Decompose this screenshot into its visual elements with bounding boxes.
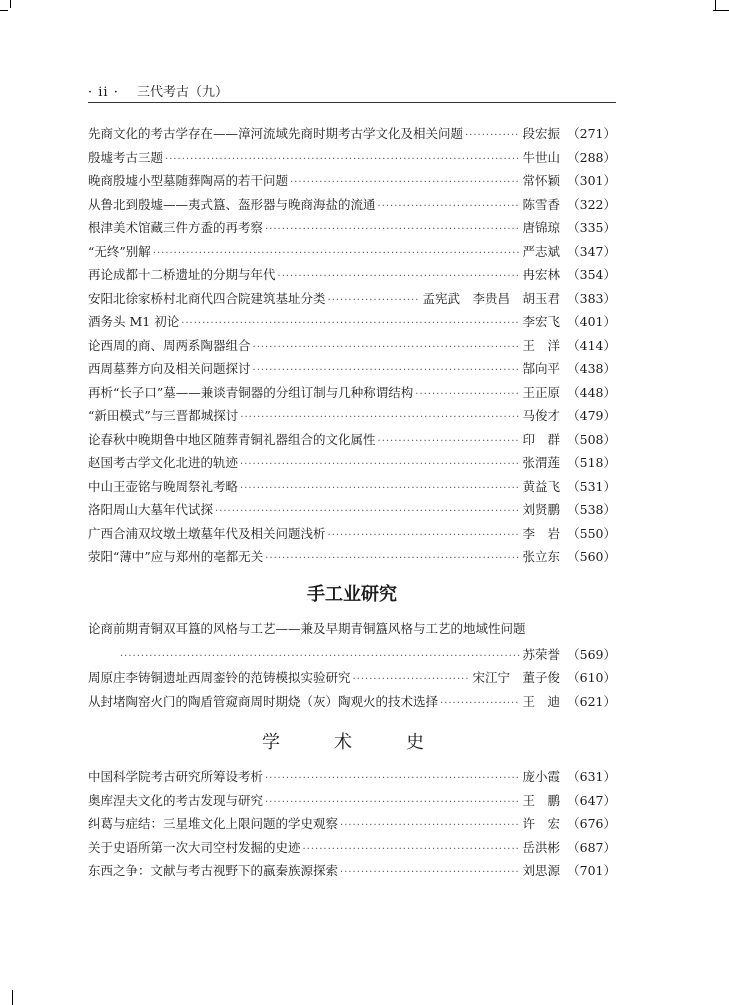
entry-title: 殷墟考古三题 — [88, 149, 164, 165]
entry-title: 西周墓葬方向及相关问题探讨 — [88, 361, 251, 376]
entry-author: 许 宏 — [522, 816, 560, 831]
toc-entry[interactable] — [88, 169, 616, 193]
dot-leader — [120, 645, 520, 669]
dot-leader — [265, 767, 520, 791]
entry-author: 庞小霞 — [522, 769, 560, 784]
entry-page: （687） — [567, 839, 616, 855]
toc-entry[interactable] — [88, 216, 616, 240]
crop-mark — [0, 10, 8, 11]
toc-entry-title-line[interactable] — [88, 617, 616, 643]
dot-leader — [278, 265, 521, 289]
entry-author: 刘思源 — [522, 863, 560, 878]
entry-author: 王 洋 — [522, 337, 560, 353]
entry-author: 冉宏林 — [522, 267, 560, 282]
dot-leader — [290, 171, 520, 195]
crop-mark — [12, 990, 13, 1005]
toc-entry[interactable] — [88, 310, 616, 334]
entry-page: （301） — [567, 173, 616, 188]
entry-author: 牛世山 — [522, 149, 560, 165]
entry-author: 马俊才 — [522, 408, 560, 423]
entry-title: 广西合浦双坟墩土墩墓年代及相关问题浅析 — [88, 525, 326, 541]
entry-title: 东西之争：文献与考古视野下的嬴秦族源探索 — [88, 863, 339, 878]
entry-page: （288） — [567, 149, 616, 165]
entry-title: 关于史语所第一次大司空村发掘的史迹 — [88, 839, 301, 855]
entry-title: 从封堵陶窑火门的陶盾管窥商周时期烧（灰）陶观火的技术选择 — [88, 693, 439, 709]
dot-leader — [378, 430, 521, 454]
toc-entry[interactable] — [88, 812, 616, 836]
entry-title: 论春秋中晚期鲁中地区随葬青铜礼器组合的文化属性 — [88, 431, 376, 447]
entry-title: 根津美术馆藏三件方盉的再考察 — [88, 220, 264, 235]
entry-title: “新田模式”与三晋都城探讨 — [88, 408, 239, 423]
entry-author: 李宏飞 — [522, 314, 560, 329]
toc-entry[interactable] — [88, 287, 616, 311]
entry-author: 常怀颖 — [522, 173, 560, 188]
crop-mark — [715, 0, 716, 10]
toc-entry[interactable] — [88, 859, 616, 883]
toc-entry[interactable] — [88, 428, 616, 452]
entry-page: （569） — [567, 646, 616, 662]
toc-entry[interactable] — [88, 357, 616, 381]
toc-entry[interactable] — [88, 381, 616, 405]
toc-entry[interactable] — [88, 475, 616, 499]
toc-entry[interactable] — [88, 193, 616, 217]
entry-page: （676） — [567, 816, 616, 831]
entry-title: 赵国考古学文化北进的轨迹 — [88, 455, 239, 470]
table-of-contents — [88, 122, 616, 883]
entry-title: 从鲁北到殷墟——夷式簋、盔形器与晚商海盐的流通 — [88, 196, 376, 212]
entry-page: （401） — [567, 314, 616, 329]
entry-page: （518） — [567, 455, 616, 470]
entry-author: 王 鹏 — [522, 792, 560, 808]
toc-entry[interactable] — [88, 545, 616, 569]
entry-title: 再析“长子口”墓——兼谈青铜器的分组订制与几种称谓结构 — [88, 384, 414, 400]
dot-leader — [165, 148, 520, 172]
entry-page: （531） — [567, 478, 616, 494]
entry-page: （538） — [567, 502, 616, 517]
entry-title: 论商前期青铜双耳簋的风格与工艺——兼及早期青铜簋风格与工艺的地域性问题 — [88, 620, 526, 636]
entry-page: （631） — [567, 769, 616, 784]
toc-section-2 — [88, 617, 616, 714]
entry-page: （335） — [567, 220, 616, 235]
entry-author: 段宏振 — [522, 126, 560, 141]
dot-leader — [265, 547, 520, 571]
entry-title: 中山王壶铭与晚周祭礼考略 — [88, 478, 239, 494]
dot-leader — [265, 218, 520, 242]
crop-mark — [10, 0, 11, 8]
running-header — [88, 84, 616, 103]
dot-leader — [415, 383, 520, 407]
entry-title: 安阳北徐家桥村北商代四合院建筑基址分类 — [88, 290, 326, 306]
entry-page: （508） — [567, 431, 616, 447]
dot-leader — [240, 453, 520, 477]
dot-leader — [340, 861, 520, 885]
entry-page: （438） — [567, 361, 616, 376]
entry-title: 荥阳“薄中”应与郑州的亳都无关 — [88, 549, 264, 564]
dot-leader — [440, 692, 520, 716]
entry-author: 郜向平 — [522, 361, 560, 376]
entry-author: 苏荣誉 — [522, 646, 560, 662]
entry-title: “无终”别解 — [88, 243, 151, 259]
entry-title: 奥库涅夫文化的考古发现与研究 — [88, 792, 264, 808]
dot-leader — [215, 500, 520, 524]
dot-leader — [378, 195, 521, 219]
crop-mark — [713, 10, 729, 11]
entry-page: （647） — [567, 792, 616, 808]
entry-author: 刘贤鹏 — [522, 502, 560, 517]
page-marker: · ii · — [88, 85, 119, 100]
entry-page: （383） — [567, 290, 616, 306]
entry-page: （414） — [567, 337, 616, 353]
entry-page: （701） — [567, 863, 616, 878]
toc-entry[interactable] — [88, 690, 616, 714]
entry-title: 再论成都十二桥遗址的分期与年代 — [88, 267, 276, 282]
dot-leader — [253, 336, 521, 360]
toc-entry[interactable] — [88, 522, 616, 546]
entry-page: （448） — [567, 384, 616, 400]
entry-author: 王正原 — [522, 384, 560, 400]
entry-author: 王 迪 — [522, 693, 560, 709]
entry-page: （621） — [567, 693, 616, 709]
dot-leader — [328, 289, 421, 313]
entry-page: （271） — [567, 126, 616, 141]
dot-leader — [240, 477, 520, 501]
section-heading: 学 术 史 — [262, 732, 442, 753]
dot-leader — [265, 791, 520, 815]
dot-leader — [340, 814, 520, 838]
entry-title: 洛阳周山大墓年代试探 — [88, 502, 214, 517]
entry-author: 孟宪武 李贵昌 胡玉君 — [422, 290, 560, 306]
entry-author: 黄益飞 — [522, 478, 560, 494]
toc-entry[interactable] — [88, 240, 616, 264]
toc-section-3 — [88, 765, 616, 883]
dot-leader — [240, 406, 520, 430]
entry-author: 宋江宁 董子俊 — [472, 670, 560, 685]
toc-entry[interactable] — [88, 789, 616, 813]
toc-entry[interactable] — [88, 122, 616, 146]
dot-leader — [153, 242, 521, 266]
entry-author: 岳洪彬 — [522, 839, 560, 855]
entry-author: 印 群 — [522, 431, 560, 447]
dot-leader — [328, 524, 521, 548]
entry-author: 张渭莲 — [522, 455, 560, 470]
entry-page: （560） — [567, 549, 616, 564]
entry-author: 严志斌 — [522, 243, 560, 259]
entry-author: 唐锦琼 — [522, 220, 560, 235]
dot-leader — [181, 312, 520, 336]
toc-entry[interactable] — [88, 404, 616, 428]
entry-author: 李 岩 — [522, 525, 560, 541]
entry-page: （610） — [567, 670, 616, 685]
toc-entry[interactable] — [88, 836, 616, 860]
entry-title: 先商文化的考古学存在——漳河流域先商时期考古学文化及相关问题 — [88, 126, 464, 141]
toc-entry[interactable] — [88, 666, 616, 690]
entry-title: 晚商殷墟小型墓随葬陶鬲的若干问题 — [88, 173, 289, 188]
entry-page: （322） — [567, 196, 616, 212]
dot-leader — [465, 124, 520, 148]
entry-page: （479） — [567, 408, 616, 423]
dot-leader — [303, 838, 521, 862]
toc-entry[interactable] — [88, 263, 616, 287]
toc-entry[interactable] — [88, 451, 616, 475]
entry-page: （347） — [567, 243, 616, 259]
entry-title: 论西周的商、周两系陶器组合 — [88, 337, 251, 353]
toc-entry[interactable] — [88, 498, 616, 522]
entry-title: 中国科学院考古研究所筹设考析 — [88, 769, 264, 784]
entry-title: 纠葛与症结：三星堆文化上限问题的学史观察 — [88, 816, 339, 831]
dot-leader — [253, 359, 521, 383]
entry-page: （550） — [567, 525, 616, 541]
entry-page: （354） — [567, 267, 616, 282]
toc-entry[interactable] — [88, 146, 616, 170]
dot-leader — [353, 668, 471, 692]
toc-entry[interactable] — [88, 765, 616, 789]
entry-author: 张立东 — [522, 549, 560, 564]
toc-section-1 — [88, 122, 616, 569]
entry-author: 陈雪香 — [522, 196, 560, 212]
entry-title: 周原庄李铸铜遗址西周銮铃的范铸模拟实验研究 — [88, 670, 351, 685]
toc-entry[interactable] — [88, 334, 616, 358]
section-heading: 手工业研究 — [307, 583, 397, 605]
toc-entry[interactable] — [88, 643, 616, 667]
entry-title: 酒务头 M1 初论 — [88, 314, 180, 329]
book-title: 三代考古（九） — [137, 85, 229, 100]
